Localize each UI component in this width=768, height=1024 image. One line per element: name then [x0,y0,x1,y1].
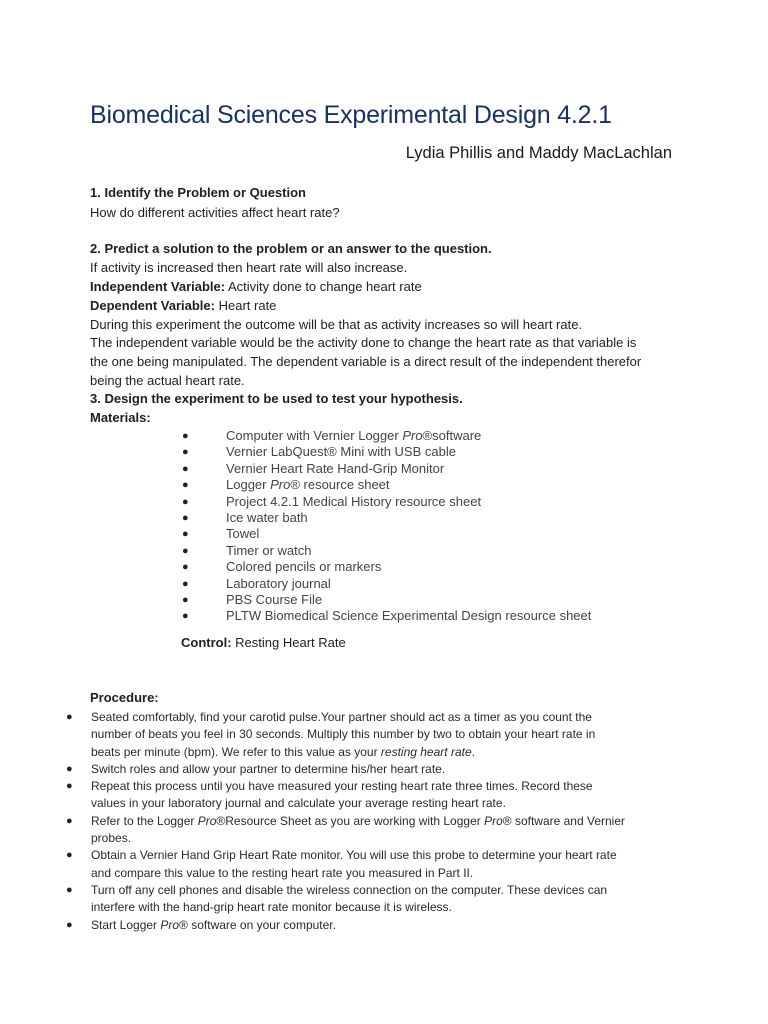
bullet-icon: ● [182,495,189,508]
bullet-icon: ● [182,544,189,557]
material-text-main: Colored pencils or markers [226,559,382,575]
procedure-text: ®Resource Sheet as you are working with Logger [216,813,485,828]
material-text [226,576,331,592]
iv-value: Activity done to change heart rate [228,279,422,294]
bullet-icon: ● [66,814,73,827]
procedure-step [66,917,686,934]
material-text [226,559,381,575]
bullet-icon: ● [182,446,189,459]
bullet-icon: ● [182,593,189,606]
variable-paragraph-line-1: The independent variable would be the activity done to change the heart rate as that variable is [90,335,637,350]
procedure-text: ® software and Vernier [502,813,626,828]
material-text [226,477,390,493]
q1-text: How do different activities affect heart rate? [90,205,340,220]
procedure-text: Repeat this process until you have measured your resting heart rate three times. Record these [91,779,593,794]
procedure-step-text [91,709,686,761]
dv-label: Dependent Variable: [90,298,215,313]
material-text-main: Vernier LabQuest® Mini with USB cable [226,444,456,460]
material-text-main: Logger [226,477,271,493]
dv-value: Heart rate [218,298,277,313]
variable-paragraph-line-2: the one being manipulated. The dependent variable is a direct result of the independent therefor [90,354,642,369]
procedure-step [66,813,686,848]
procedure-text: Turn off any cell phones and disable the wireless connection on the computer. These devices can [91,882,608,897]
material-text-main: PBS Course File [226,591,323,607]
bullet-icon: ● [66,711,73,723]
procedure-step-text [91,847,686,882]
outcome-paragraph: During this experiment the outcome will be that as activity increases so will heart rate. [90,317,583,332]
bullet-icon: ● [66,883,73,896]
bullet-icon: ● [182,511,189,524]
control [181,635,346,651]
procedure-step-text [91,882,686,917]
material-text-italic: Pro [402,428,423,443]
procedure-text: . [471,744,475,759]
bullet-icon: ● [182,462,189,475]
q2-heading: 2. Predict a solution to the problem or an answer to the question. [90,241,492,256]
hypothesis: If activity is increased then heart rate will also increase. [90,260,408,275]
variable-paragraph-line-3: being the actual heart rate. [90,373,245,388]
material-text-italic: Pro [270,477,291,493]
material-text-main: Towel [226,526,260,542]
procedure-text: Switch roles and allow your partner to determine his/her heart rate. [91,761,446,776]
procedure-text: values in your laboratory journal and calculate your average resting heart rate. [91,796,506,811]
q3-heading: 3. Design the experiment to be used to test your hypothesis. [90,391,463,406]
procedure-text: Start Logger [91,917,161,932]
procedure-step-text [91,917,686,934]
control-label: Control: [181,635,232,650]
q1-heading: 1. Identify the Problem or Question [90,185,306,200]
procedure-step-text [91,761,686,778]
procedure-text: probes. [91,831,132,846]
procedure-step-text [91,813,686,848]
material-text [226,543,311,559]
procedure-text: ® software on your computer. [179,917,336,932]
procedure-italic-text: Pro [484,813,503,828]
procedure-italic-text: resting heart rate [380,744,472,759]
procedure-text: Refer to the Logger [91,813,198,828]
procedure-text: interfere with the hand-grip heart rate monitor because it is wireless. [91,900,452,915]
material-text-suffix: ®software [422,428,482,443]
control-value: Resting Heart Rate [235,635,346,650]
dependent-variable [90,298,276,314]
bullet-icon: ● [182,430,189,442]
bullet-icon: ● [66,780,73,793]
bullet-icon: ● [182,577,189,590]
material-text [226,510,308,526]
procedure-step [66,882,686,917]
authors: Lydia Phillis and Maddy MacLachlan [405,144,672,162]
material-text-suffix: ® resource sheet [290,477,390,493]
material-text-main: Vernier Heart Rate Hand-Grip Monitor [226,460,445,476]
independent-variable [90,279,422,295]
procedure-text: and compare this value to the resting heart rate you measured in Part II. [91,865,474,880]
material-text [226,526,259,542]
material-text [226,461,444,477]
procedure-italic-text: Pro [197,813,217,828]
bullet-icon: ● [182,561,189,574]
procedure-step [66,778,686,813]
materials-label: Materials: [90,410,151,425]
procedure-text: Seated comfortably, find your carotid pulse.Your partner should act as a timer as you count the [91,710,592,724]
procedure-text: Obtain a Vernier Hand Grip Heart Rate monitor. You will use this probe to determine your heart rate [91,848,617,863]
material-text-main: Project 4.2.1 Medical History resource sheet [226,493,482,509]
procedure-text: beats per minute (bpm). We refer to this value as your [91,744,381,759]
procedure-step [66,761,686,778]
material-text [226,428,481,444]
material-text [226,444,456,460]
page-title: Biomedical Sciences Experimental Design 4.2.1 [90,101,612,129]
material-text-main: Laboratory journal [226,575,331,591]
material-text-main: Computer with Vernier Logger [226,428,403,443]
bullet-icon: ● [66,849,73,862]
iv-label: Independent Variable: [90,279,226,294]
procedure-step [66,709,686,761]
material-text-main: Timer or watch [226,542,312,558]
bullet-icon: ● [182,528,189,541]
material-text [226,494,481,510]
bullet-icon: ● [66,918,73,931]
material-text-main: PLTW Biomedical Science Experimental Design resource sheet [226,608,592,624]
procedure-step [66,847,686,882]
procedure-list [66,709,686,934]
bullet-icon: ● [66,762,73,775]
material-text [226,592,322,608]
bullet-icon: ● [182,479,189,492]
procedure-text: number of beats you feel in 30 seconds. Multiply this number by two to obtain your heart rate in [91,727,596,742]
procedure-italic-text: Pro [160,917,180,932]
procedure-step-text [91,778,686,813]
material-text [226,608,591,624]
material-text-main: Ice water bath [226,509,308,525]
procedure-label: Procedure: [90,690,159,705]
bullet-icon: ● [182,610,189,623]
